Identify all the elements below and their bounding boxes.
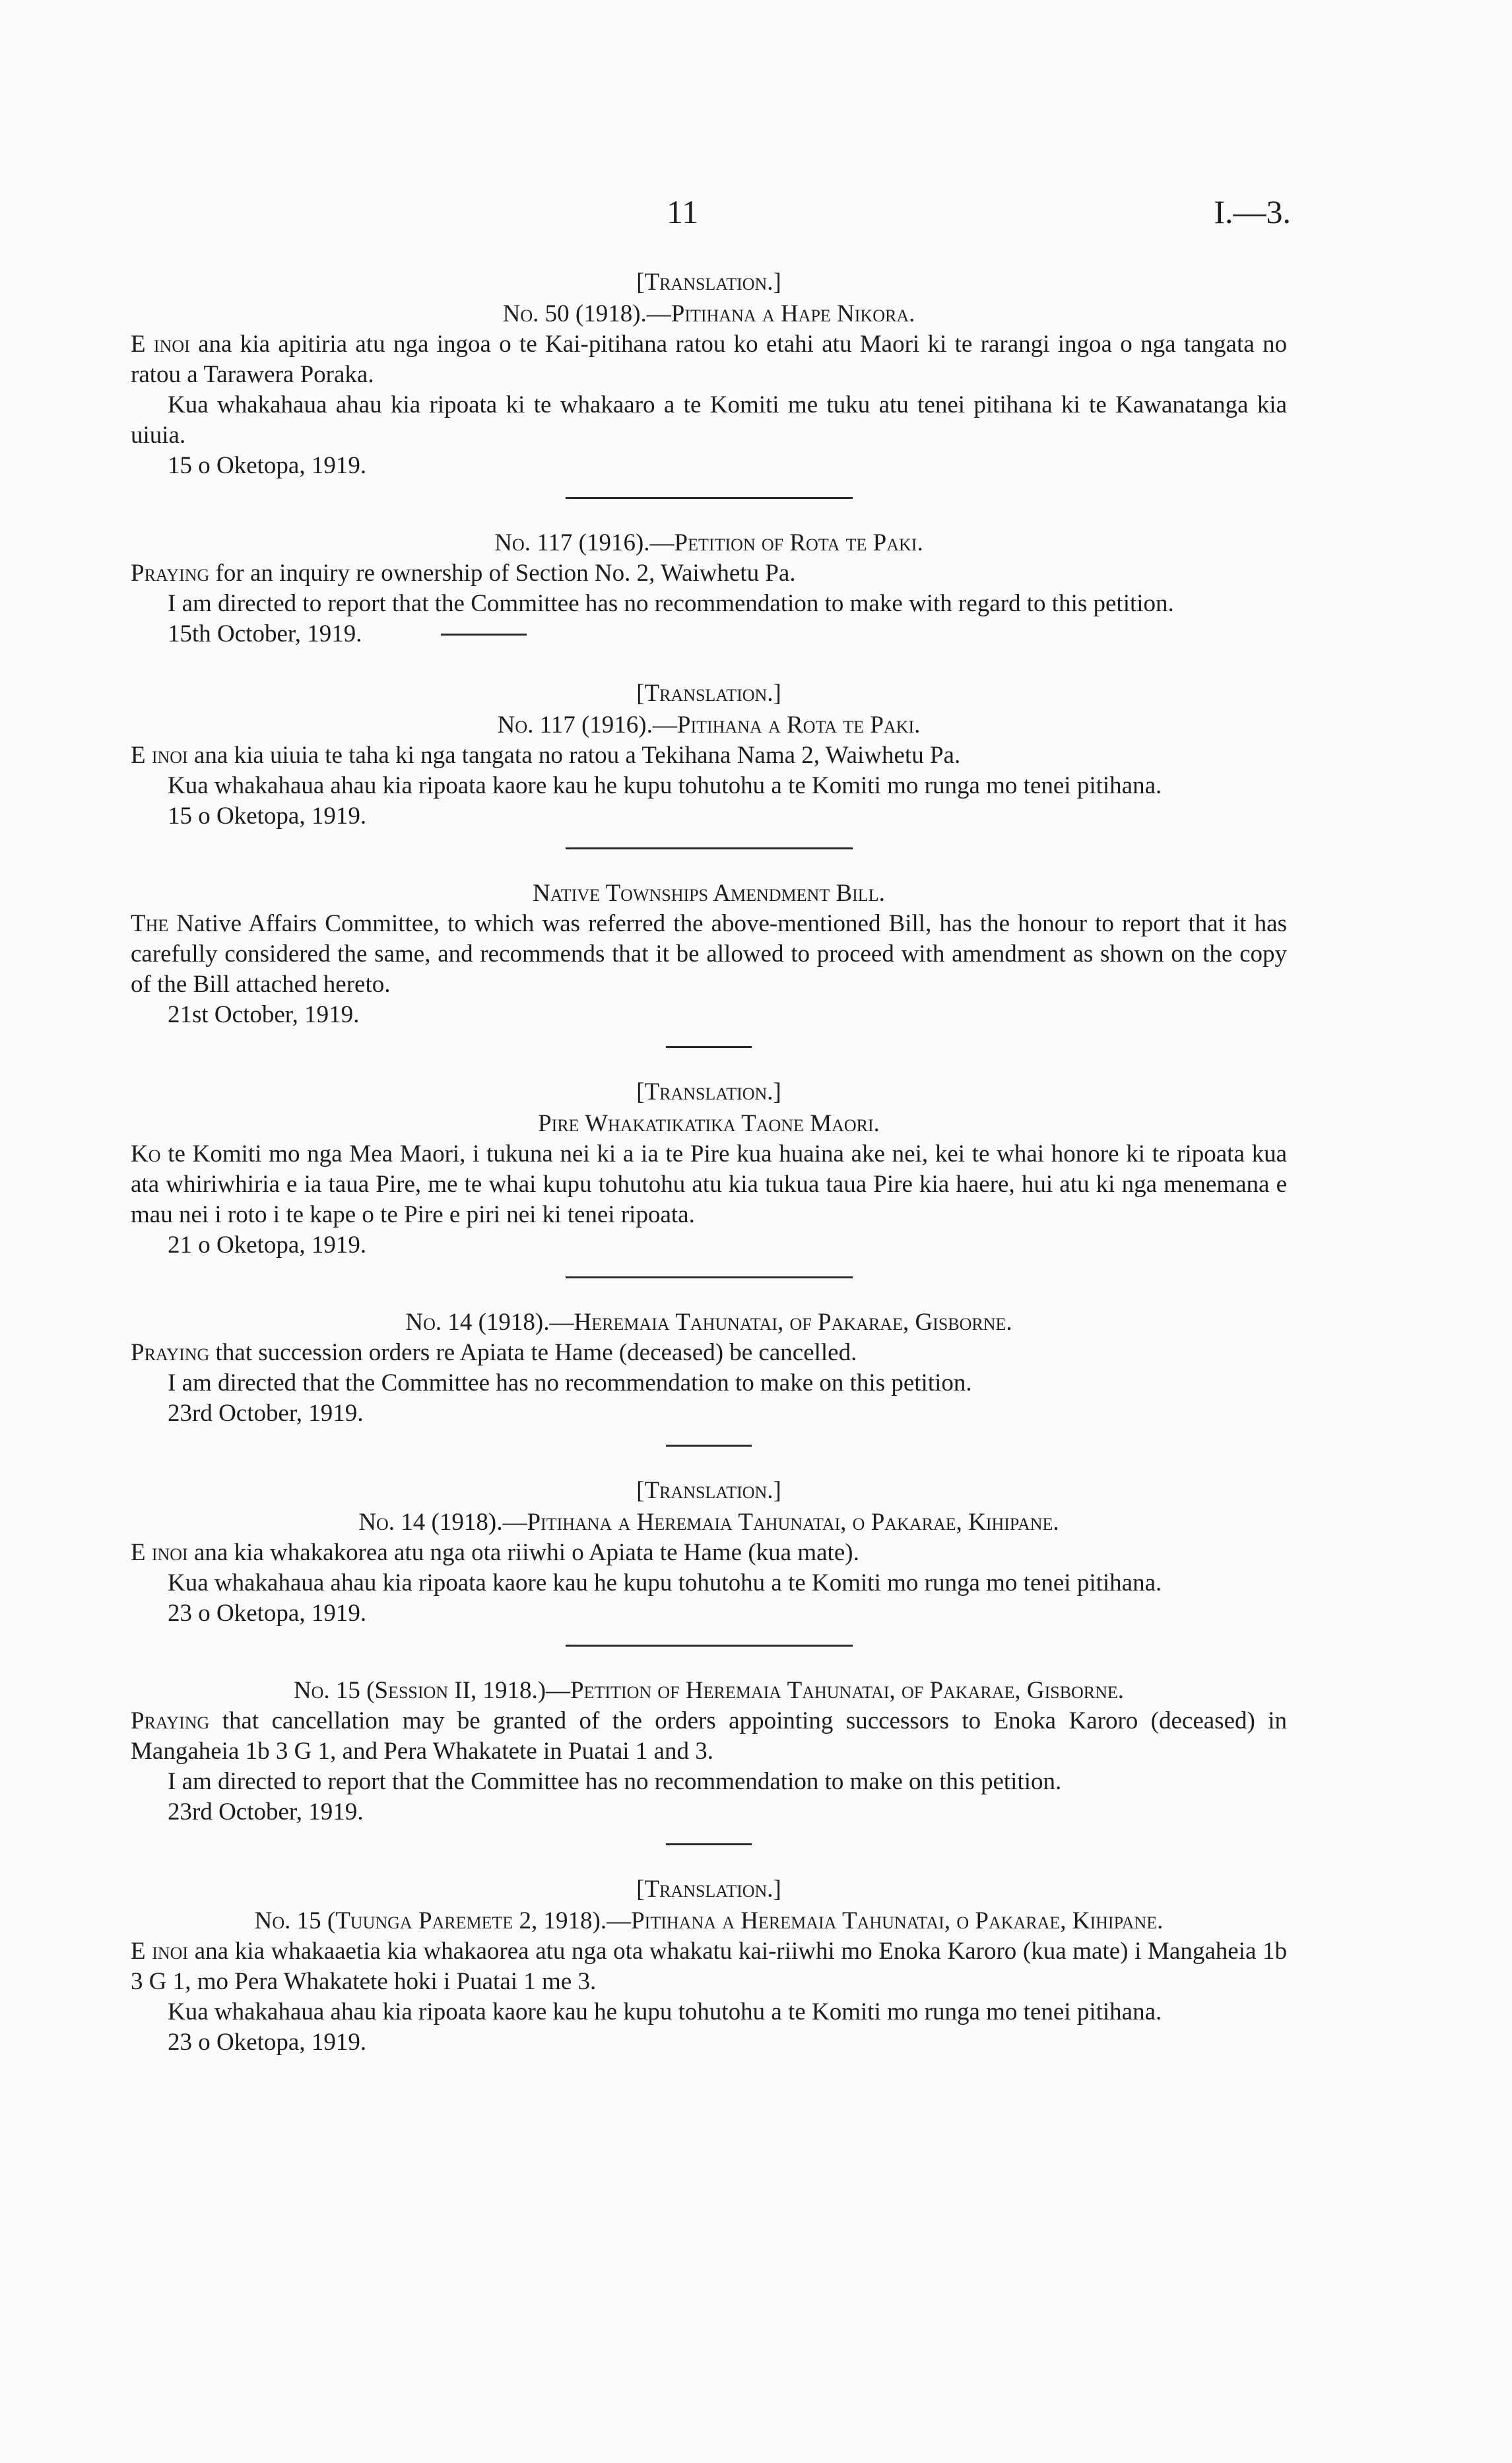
translation-label: [Translation.] bbox=[636, 1078, 781, 1105]
paragraph-text: for an inquiry re ownership of Section No. 2, Waiwhetu Pa. bbox=[215, 560, 796, 587]
translation-label: [Translation.] bbox=[636, 1876, 781, 1903]
paragraph-text: Native Affairs Committee, to which was referred the above-mentioned Bill, has the honour to report that it has carefully considered the same, and recommends that it be allowed to proceed with amendment as shown on the copy of the Bill attached hereto. bbox=[131, 910, 1287, 998]
section-15-tuunga-paremete-translation bbox=[131, 1874, 1287, 2058]
page-number: 11 bbox=[667, 193, 699, 230]
translation-label: [Translation.] bbox=[636, 1477, 781, 1504]
date-row bbox=[131, 619, 1287, 649]
section-117-1916-translation bbox=[131, 678, 1287, 832]
date-line: 23rd October, 1919. bbox=[168, 1400, 364, 1427]
section-heading: No. 50 (1918).—Pitihana a Hape Nikora. bbox=[502, 300, 915, 327]
paragraph bbox=[131, 1338, 1287, 1368]
paragraph bbox=[131, 1139, 1287, 1230]
section-heading: No. 14 (1918).—Heremaia Tahunatai, of Pakarae, Gisborne. bbox=[405, 1309, 1012, 1336]
paragraph-text: ana kia uiuia te taha ki nga tangata no ratou a Tekihana Nama 2, Waiwhetu Pa. bbox=[193, 742, 961, 769]
paragraph bbox=[131, 740, 1287, 771]
lead-word: E inoi bbox=[131, 1938, 189, 1965]
section-heading: No. 117 (1916).—Pitihana a Rota te Paki. bbox=[497, 711, 921, 739]
date-line: 23 o Oketopa, 1919. bbox=[168, 2029, 367, 2056]
section-native-townships-bill bbox=[131, 878, 1287, 1030]
page-reference: I.—3. bbox=[1214, 193, 1291, 230]
paragraph bbox=[131, 1706, 1287, 1767]
section-14-1918 bbox=[131, 1307, 1287, 1429]
lead-word: Praying bbox=[131, 560, 210, 587]
paragraph bbox=[131, 329, 1287, 390]
section-50-1918-translation bbox=[131, 267, 1287, 481]
section-heading: No. 15 (Tuunga Paremete 2, 1918).—Pitihana a Heremaia Tahunatai, o Pakarae, Kihipane. bbox=[254, 1907, 1164, 1934]
lead-word: E inoi bbox=[131, 331, 190, 358]
paragraph-text: ana kia whakaaetia kia whakaorea atu nga ota whakatu kai-riiwhi mo Enoka Karoro (kua mate) i Mangaheia 1b 3 G 1, mo Pera Whakatete hoki i Puatai 1 me 3. bbox=[131, 1938, 1287, 1995]
paragraph: Kua whakahaua ahau kia ripoata kaore kau he kupu tohutohu a te Komiti mo runga mo tenei pitihana. bbox=[168, 1569, 1162, 1596]
translation-label: [Translation.] bbox=[636, 680, 781, 707]
section-heading: No. 117 (1916).—Petition of Rota te Paki. bbox=[494, 529, 923, 556]
paragraph bbox=[131, 1538, 1287, 1568]
date-line: 15 o Oketopa, 1919. bbox=[168, 452, 367, 479]
lead-word: Praying bbox=[131, 1707, 210, 1734]
section-117-1916 bbox=[131, 528, 1287, 649]
paragraph: Kua whakahaua ahau kia ripoata kaore kau he kupu tohutohu a te Komiti mo runga mo tenei pitihana. bbox=[168, 1998, 1162, 2025]
paragraph-text: ana kia apitiria atu nga ingoa o te Kai-pitihana ratou ko etahi atu Maori ki te rarangi ingoa o nga tangata no ratou a Tarawera Poraka. bbox=[131, 331, 1287, 388]
section-pire-translation bbox=[131, 1077, 1287, 1261]
translation-label: [Translation.] bbox=[636, 269, 781, 296]
lead-word: The bbox=[131, 910, 169, 937]
translation-divider bbox=[441, 634, 527, 636]
paragraph-text: that cancellation may be granted of the orders appointing successors to Enoka Karoro (deceased) in Mangaheia 1b 3 G 1, and Pera Whakatete in Puatai 1 and 3. bbox=[131, 1707, 1287, 1765]
paragraph-text: ana kia whakakorea atu nga ota riiwhi o Apiata te Hame (kua mate). bbox=[193, 1539, 859, 1566]
section-15-session-ii-1918 bbox=[131, 1676, 1287, 1827]
section-heading: Native Townships Amendment Bill. bbox=[533, 880, 885, 907]
date-line: 23 o Oketopa, 1919. bbox=[168, 1600, 367, 1627]
paragraph: I am directed to report that the Committee has no recommendation to make on this petition. bbox=[168, 1768, 1062, 1795]
lead-word: E inoi bbox=[131, 1539, 188, 1566]
date-line: 21 o Oketopa, 1919. bbox=[168, 1232, 367, 1259]
date-line: 23rd October, 1919. bbox=[168, 1798, 364, 1825]
lead-word: E inoi bbox=[131, 742, 188, 769]
paragraph bbox=[131, 558, 1287, 589]
paragraph-text: that succession orders re Apiata te Hame (deceased) be cancelled. bbox=[215, 1339, 857, 1366]
date-line: 21st October, 1919. bbox=[168, 1001, 360, 1028]
paragraph: I am directed to report that the Committee has no recommendation to make with regard to this petition. bbox=[168, 590, 1174, 617]
section-heading: No. 14 (1918).—Pitihana a Heremaia Tahunatai, o Pakarae, Kihipane. bbox=[358, 1509, 1059, 1536]
section-14-1918-translation bbox=[131, 1476, 1287, 1629]
document-body bbox=[131, 267, 1287, 2058]
paragraph: I am directed that the Committee has no recommendation to make on this petition. bbox=[168, 1369, 972, 1396]
paragraph-text: te Komiti mo nga Mea Maori, i tukuna nei ki a ia te Pire kua huaina ake nei, kei te whai honore ki te ripoata kua ata whiriwhiria e ia taua Pire, me te whai kupu tohutohu atu kia tukua taua Pire kia haere, hui atu ki nga menemana e mau nei i roto i te kape o te Pire e piri nei ki tenei ripoata. bbox=[131, 1140, 1287, 1228]
paragraph: Kua whakahaua ahau kia ripoata kaore kau he kupu tohutohu a te Komiti mo runga mo tenei pitihana. bbox=[168, 772, 1162, 799]
section-heading: No. 15 (Session II, 1918.)—Petition of Heremaia Tahunatai, of Pakarae, Gisborne. bbox=[293, 1677, 1125, 1704]
lead-word: Ko bbox=[131, 1140, 161, 1167]
paragraph bbox=[131, 1936, 1287, 1997]
date-line: 15th October, 1919. bbox=[168, 620, 362, 647]
section-heading: Pire Whakatikatika Taone Maori. bbox=[538, 1110, 880, 1137]
paragraph bbox=[131, 909, 1287, 1000]
paragraph: Kua whakahaua ahau kia ripoata ki te whakaaro a te Komiti me tuku atu tenei pitihana ki te Kawanatanga kia uiuia. bbox=[131, 391, 1287, 449]
date-line: 15 o Oketopa, 1919. bbox=[168, 803, 367, 830]
lead-word: Praying bbox=[131, 1339, 210, 1366]
